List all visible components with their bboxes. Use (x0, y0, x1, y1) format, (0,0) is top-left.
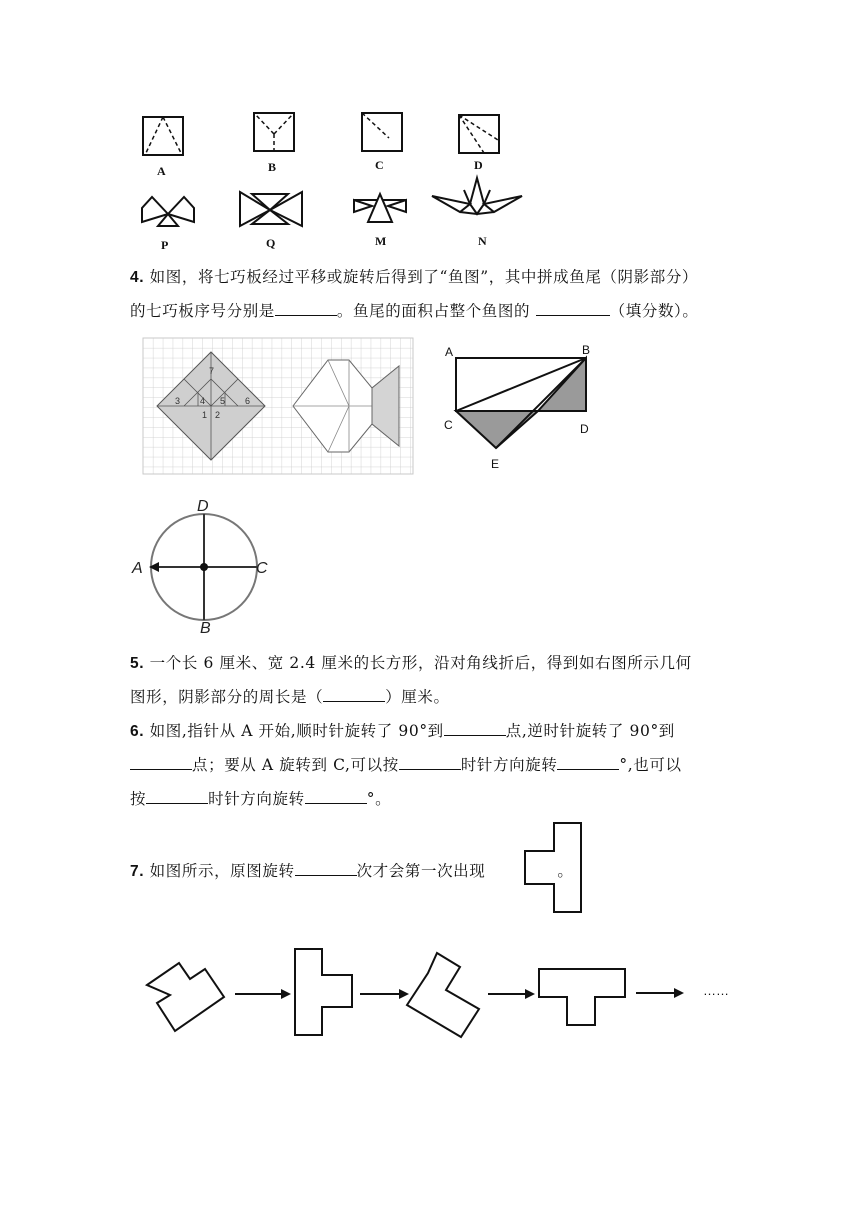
folded-rectangle-figure (443, 343, 603, 475)
q5-line1 (130, 648, 692, 679)
q6-number: 6. (130, 723, 145, 740)
q5-text-line2b: ）厘米。 (385, 688, 450, 706)
tangram-num-3: 3 (175, 396, 181, 406)
tangram-fish-figure (143, 338, 413, 474)
fold-label-a: A (157, 164, 166, 178)
result-label-n: N (478, 234, 487, 248)
result-shape-m (350, 192, 410, 232)
dial-label-d: D (197, 498, 209, 515)
fold-label-c: C (375, 158, 384, 172)
q6-line1 (130, 716, 675, 747)
q6-text-line3b: 时针方向旋转 (208, 790, 305, 808)
q6-text-line2b: 时针方向旋转 (460, 756, 558, 774)
fold-square-c (361, 112, 405, 156)
tangram-num-1: 1 (202, 410, 208, 420)
q6-blank-4[interactable] (557, 753, 619, 770)
rect-label-a: A (445, 345, 454, 359)
q7-text-c: 。 (557, 862, 574, 880)
fold-label-b: B (268, 160, 277, 174)
result-shape-p (138, 192, 198, 236)
dial-label-a: A (132, 560, 143, 577)
q4-text-line2c: （填分数）。 (609, 302, 699, 320)
q4-text-line2a: 的七巧板序号分别是 (130, 302, 275, 320)
result-label-q: Q (266, 236, 276, 250)
q6-text-line1b: 点,逆时针旋转了 90°到 (505, 722, 675, 740)
tangram-num-4: 4 (200, 396, 206, 406)
q6-blank-5[interactable] (146, 787, 208, 804)
q4-text-line2b: 。鱼尾的面积占整个鱼图的 (336, 302, 536, 320)
q5-blank[interactable] (323, 685, 385, 702)
result-shape-n (430, 176, 524, 234)
dial-label-b: B (200, 620, 211, 637)
tangram-num-7: 7 (209, 366, 215, 376)
q7-text-a: 如图所示，原图旋转 (149, 862, 295, 880)
result-label-p: P (161, 238, 169, 252)
tangram-num-6: 6 (245, 396, 251, 406)
fold-square-a (142, 116, 186, 160)
q6-text-line2c: °,也可以 (619, 756, 682, 774)
q7-line (130, 856, 574, 887)
q6-text-line2a: 点；要从 A 旋转到 C,可以按 (192, 756, 399, 774)
q4-text-line1: 如图，将七巧板经过平移或旋转后得到了“鱼图”，其中拼成鱼尾（阴影部分） (149, 268, 699, 286)
q6-text-line1a: 如图,指针从 A 开始,顺时针旋转了 90°到 (149, 722, 444, 740)
q6-blank-2[interactable] (130, 753, 192, 770)
q6-text-line3a: 按 (130, 790, 147, 808)
q4-line2 (130, 296, 699, 326)
q7-target-shape (523, 821, 587, 915)
result-shape-q (238, 188, 304, 232)
q6-blank-6[interactable] (305, 787, 367, 804)
q5-text-line1: 一个长 6 厘米、宽 2.4 厘米的长方形，沿对角线折后，得到如右图所示几何 (149, 654, 692, 672)
fold-label-d: D (474, 158, 483, 172)
q7-text-b: 次才会第一次出现 (356, 862, 486, 880)
result-label-m: M (375, 234, 387, 248)
rect-label-e: E (491, 457, 500, 471)
q6-blank-3[interactable] (399, 753, 461, 770)
q7-number: 7. (130, 863, 145, 880)
q5-text-line2a: 图形，阴影部分的周长是（ (130, 688, 324, 706)
q7-blank[interactable] (295, 859, 357, 876)
tangram-num-2: 2 (215, 410, 221, 420)
dial-label-c: C (256, 560, 268, 577)
rect-label-d: D (580, 422, 589, 436)
fold-square-b (253, 112, 297, 156)
q7-rotation-sequence (135, 945, 745, 1045)
rect-label-c: C (444, 418, 453, 432)
q6-line3 (130, 784, 391, 814)
q5-number: 5. (130, 655, 145, 672)
q6-text-line3c: °。 (366, 790, 392, 808)
q4-number: 4. (130, 269, 145, 286)
q5-line2 (130, 682, 450, 712)
q6-blank-1[interactable] (444, 719, 506, 736)
q4-blank-1[interactable] (275, 299, 337, 316)
fold-square-d (458, 114, 502, 158)
q4-line1 (130, 262, 698, 293)
q4-blank-2[interactable] (536, 299, 610, 316)
q6-line2 (130, 750, 682, 780)
tangram-num-5: 5 (220, 396, 226, 406)
rect-label-b: B (582, 343, 591, 357)
dial-figure (130, 495, 280, 635)
q7-ellipsis: …… (703, 983, 729, 998)
